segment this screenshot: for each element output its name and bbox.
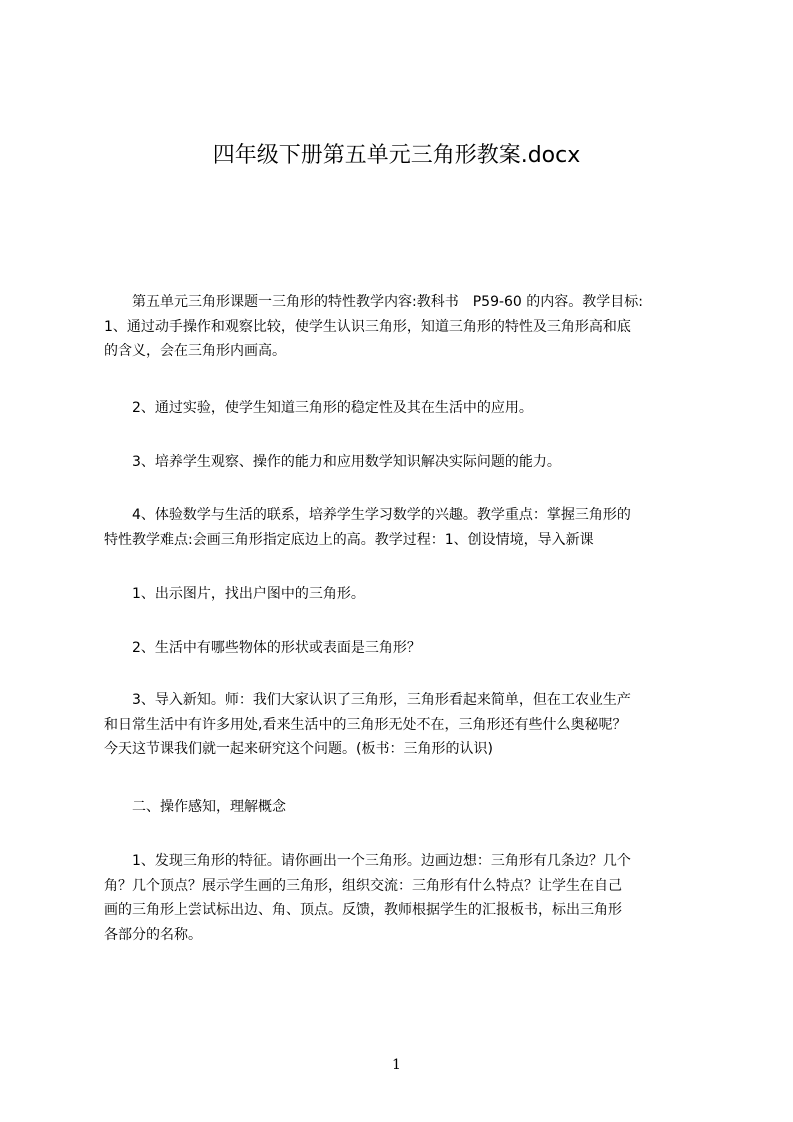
paragraph-line: 第五单元三角形课题一三角形的特性教学内容:教科书 P59-60 的内容。教学目标: [104,294,644,310]
paragraph-line: 1、出示图片，找出户图中的三角形。 [104,586,365,602]
paragraph-2 [104,396,724,421]
paragraph-line: 角？几个顶点？展示学生画的三角形，组织交流：三角形有什么特点？让学生在自己 [104,877,622,894]
paragraph-5 [104,582,724,607]
paragraph-line: 和日常生活中有许多用处,看来生活中的三角形无处不在，三角形还有些什么奥秘呢？ [104,716,627,733]
paragraph-line: 4、体验数学与生活的联系，培养学生学习数学的兴趣。教学重点：掌握三角形的 [104,507,631,523]
paragraph-3 [104,450,724,475]
paragraph-line: 1、发现三角形的特征。请你画出一个三角形。边画边想：三角形有几条边？几个 [104,853,631,869]
paragraph-line: 各部分的名称。 [104,926,202,943]
paragraph-4 [104,503,724,552]
paragraph-line: 的含义，会在三角形内画高。 [104,343,286,359]
paragraph-1 [104,290,724,364]
paragraph-line: 今天这节课我们就一起来研究这个问题。(板书：三角形的认识) [104,741,493,757]
paragraph-line: 2、生活中有哪些物体的形状或表面是三角形？ [104,640,421,656]
paragraph-8 [104,795,724,820]
paragraph-9 [104,849,724,947]
paragraph-line: 2、通过实验，使学生知道三角形的稳定性及其在生活中的应用。 [104,400,533,416]
page-number: 1 [392,1057,401,1073]
paragraph-line: 特性教学难点:会画三角形指定底边上的高。教学过程：1、创设情境，导入新课 [104,531,594,548]
paragraph-6 [104,636,724,661]
paragraph-line: 1、通过动手操作和观察比较，使学生认识三角形，知道三角形的特性及三角形高和底 [104,318,631,335]
paragraph-line: 二、操作感知，理解概念 [104,799,286,815]
paragraph-line: 3、导入新知。师：我们大家认识了三角形，三角形看起来简单，但在工农业生产 [104,692,631,708]
document-title: 四年级下册第五单元三角形教案.docx [212,143,581,168]
paragraph-line: 3、培养学生观察、操作的能力和应用数学知识解决实际问题的能力。 [104,454,561,470]
paragraph-line: 画的三角形上尝试标出边、角、顶点。反馈，教师根据学生的汇报板书，标出三角形 [104,902,622,918]
paragraph-7 [104,688,724,762]
